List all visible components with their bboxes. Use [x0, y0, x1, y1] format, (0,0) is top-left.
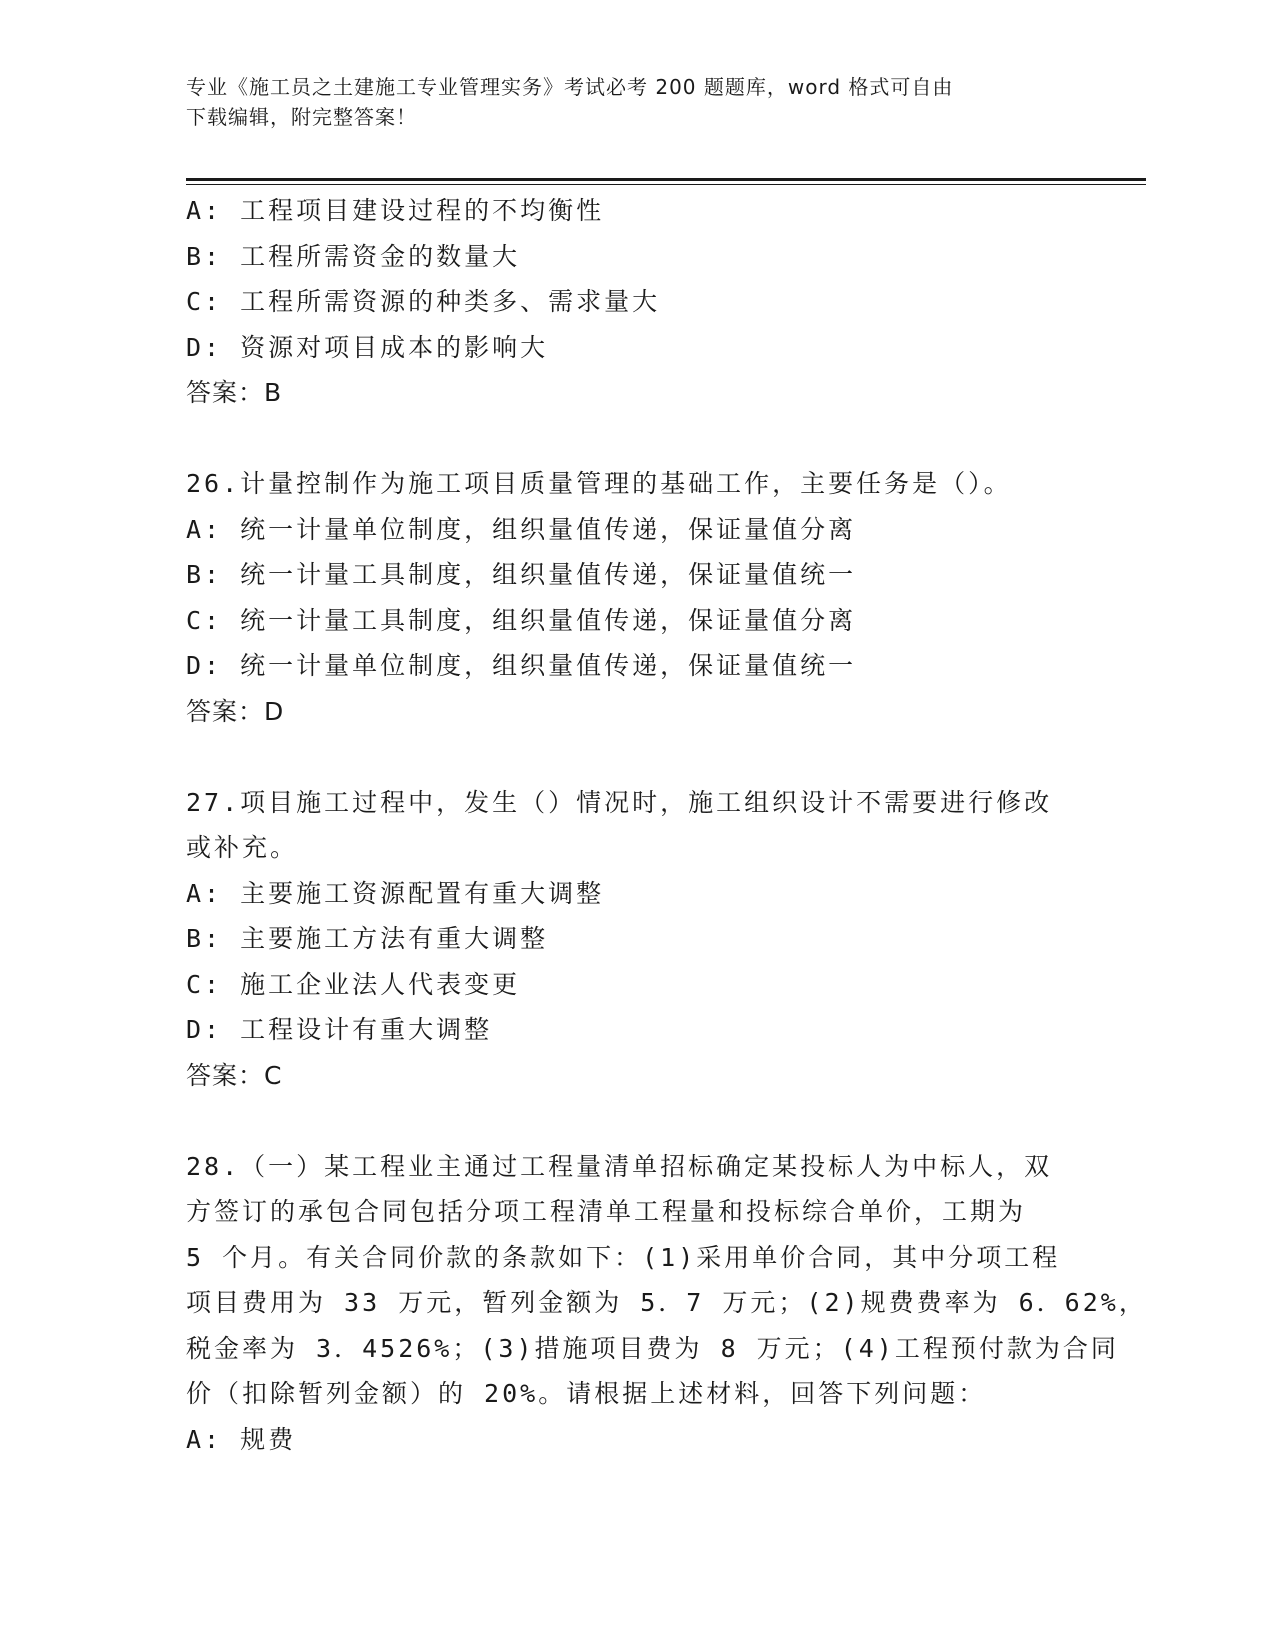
question-stem-line-2: 或补充。 [186, 833, 299, 862]
header-line-1: 专业《施工员之土建施工专业管理实务》考试必考 200 题题库，word 格式可自由 [186, 75, 954, 99]
option-d: D: 统一计量单位制度，组织量值传递，保证量值统一 [186, 651, 857, 680]
option-b: B: 统一计量工具制度，组织量值传递，保证量值统一 [186, 560, 857, 589]
option-a: A: 工程项目建设过程的不均衡性 [186, 196, 605, 225]
option-a: A: 主要施工资源配置有重大调整 [186, 878, 605, 908]
question-26 [186, 461, 1086, 734]
option-d: D: 资源对项目成本的影响大 [186, 332, 549, 362]
header-divider-thin [186, 184, 1146, 185]
question-stem-line-5: 税金率为 3．4526%；(3)措施项目费为 8 万元；(4)工程预付款为合同 [186, 1333, 1119, 1363]
option-c: C: 施工企业法人代表变更 [186, 969, 521, 999]
question-stem-line-6: 价（扣除暂列金额）的 20%。请根据上述材料，回答下列问题： [186, 1379, 987, 1408]
question-stem-line-2: 方签订的承包合同包括分项工程清单工程量和投标综合单价，工期为 [186, 1197, 1027, 1226]
answer: 答案：D [186, 696, 285, 726]
option-c: C: 工程所需资源的种类多、需求量大 [186, 287, 661, 316]
option-b: B: 主要施工方法有重大调整 [186, 924, 549, 953]
option-d: D: 工程设计有重大调整 [186, 1015, 493, 1044]
question-stem: 26.计量控制作为施工项目质量管理的基础工作，主要任务是（）。 [186, 469, 1012, 498]
option-b: B: 工程所需资金的数量大 [186, 241, 521, 271]
option-c: C: 统一计量工具制度，组织量值传递，保证量值分离 [186, 605, 857, 635]
option-a: A: 规费 [186, 1424, 297, 1454]
question-stem-line-1: 27.项目施工过程中，发生（）情况时，施工组织设计不需要进行修改 [186, 787, 1053, 817]
header-divider-thick [186, 178, 1146, 181]
answer: 答案：C [186, 1060, 283, 1090]
spacer [186, 1098, 1086, 1144]
question-stem-line-3: 5 个月。有关合同价款的条款如下：(1)采用单价合同，其中分项工程 [186, 1242, 1061, 1272]
option-a: A: 统一计量单位制度，组织量值传递，保证量值分离 [186, 514, 857, 544]
question-27 [186, 780, 1086, 1099]
spacer [186, 416, 1086, 462]
spacer [186, 734, 1086, 780]
header-line-2: 下载编辑，附完整答案！ [186, 105, 417, 129]
answer: 答案：B [186, 378, 283, 407]
question-stem-line-1: 28.（一）某工程业主通过工程量清单招标确定某投标人为中标人，双 [186, 1151, 1053, 1181]
question-stem-line-4: 项目费用为 33 万元，暂列金额为 5．7 万元；(2)规费费率为 6．62%， [186, 1288, 1147, 1317]
question-28 [186, 1144, 1147, 1463]
document-header [186, 72, 1066, 132]
question-25 [186, 188, 1086, 416]
question-list [186, 188, 1147, 1462]
